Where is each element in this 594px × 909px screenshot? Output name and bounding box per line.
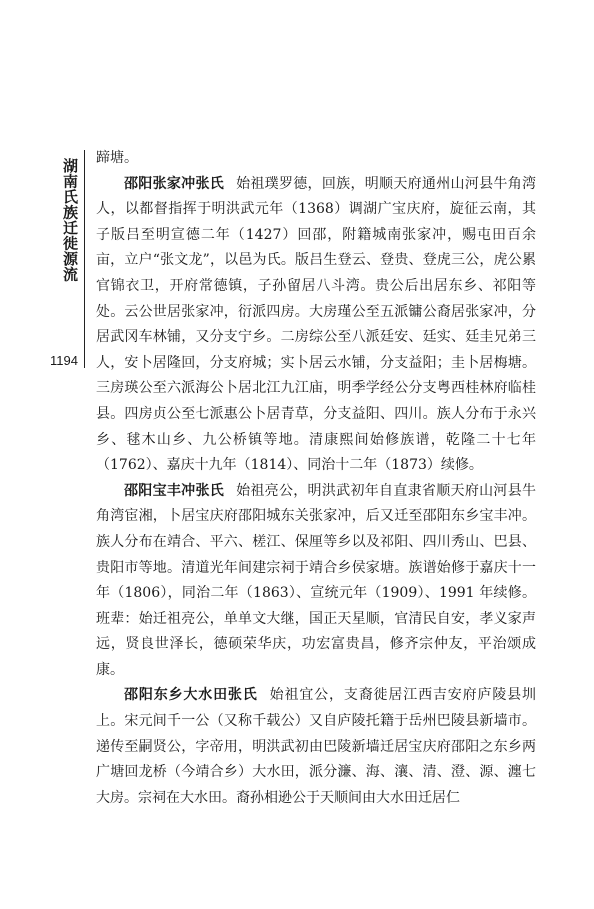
entry-text: 始祖璞罗德，回族，明顺天府通州山河县牛角湾人，以都督指挥于明洪武元年（1368）调湖广宝庆府，旋征云南，其子版吕至明宣德二年（1427）回邵，附籍城南张家冲，赐屯田百余亩，立户“张文龙”，以邑为氏。版吕生登云、登贵、登虎三公，虎公累官锦衣卫，开府常德镇，子孙留居八斗湾。贵公后出居东乡、祁阳等处。云公世居张家冲，衍派四房。大房瑾公至五派镛公裔居张家冲，分居武冈车林铺，又分支宁乡。二房综公至八派廷安、廷实、廷圭兄弟三人，安卜居隆回，分支府城；实卜居云水铺，分支益阳；圭卜居梅塘。三房瑛公至六派海公卜居北江九江庙，明季学经公分支粤西桂林府临桂县。四房贞公至七派惠公卜居青草，分支益阳、四川。族人分布于永兴乡、毬木山乡、九公桥镇等地。清康熙间始修族谱，乾隆二十七年（1762）、嘉庆十九年（1814）、同治十二年（1873）续修。	[96, 175, 537, 474]
entry-baofengchong	[96, 479, 536, 684]
paragraph-text: 蹄塘。	[96, 150, 138, 166]
page-number: 1194	[50, 353, 78, 368]
entry-dashuitian	[96, 683, 536, 811]
body-text	[96, 146, 536, 811]
paragraph-continuation	[96, 146, 536, 172]
entry-text: 始祖宜公，支裔徙居江西吉安府庐陵县圳上。宋元间千一公（又称千载公）又自庐陵托籍于岳州巴陵县新墙市。递传至嗣贤公，字帝用，明洪武初由巴陵新墙迁居宝庆府邵阳之东乡两广塘回龙桥（今靖合乡）大水田，派分濂、海、瀼、清、澄、源、瀍七大房。宗祠在大水田。裔孙相逊公于天顺间由大水田迁居仁	[96, 687, 537, 806]
entry-heading: 邵阳张家冲张氏	[124, 175, 225, 192]
entry-heading: 邵阳东乡大水田张氏	[124, 687, 258, 704]
entry-heading: 邵阳宝丰冲张氏	[124, 482, 225, 499]
side-book-title: 湖南氏族迁徙源流	[61, 158, 79, 282]
entry-zhangjiachong	[96, 172, 536, 479]
entry-text: 始祖亮公，明洪武初年自直隶省顺天府山河县牛角湾宦湘，卜居宝庆府邵阳城东关张家冲，后又迁至邵阳东乡宝丰冲。族人分布在靖合、平六、槎江、保厘等乡以及祁阳、四川秀山、巴县、贵阳市等地。清道光年间建宗祠于靖合乡侯家塘。族谱始修于嘉庆十一年（1806），同治二年（1863）、宣统元年（1909）、1991 年续修。班辈：始迁祖亮公，单单文大继，国正天星顺，官清民自安，孝义家声远，贤良世泽长，德硕荣华庆，功宏富贵昌，修齐宗仲友，平治颂成康。	[96, 482, 537, 678]
side-divider	[84, 150, 85, 368]
